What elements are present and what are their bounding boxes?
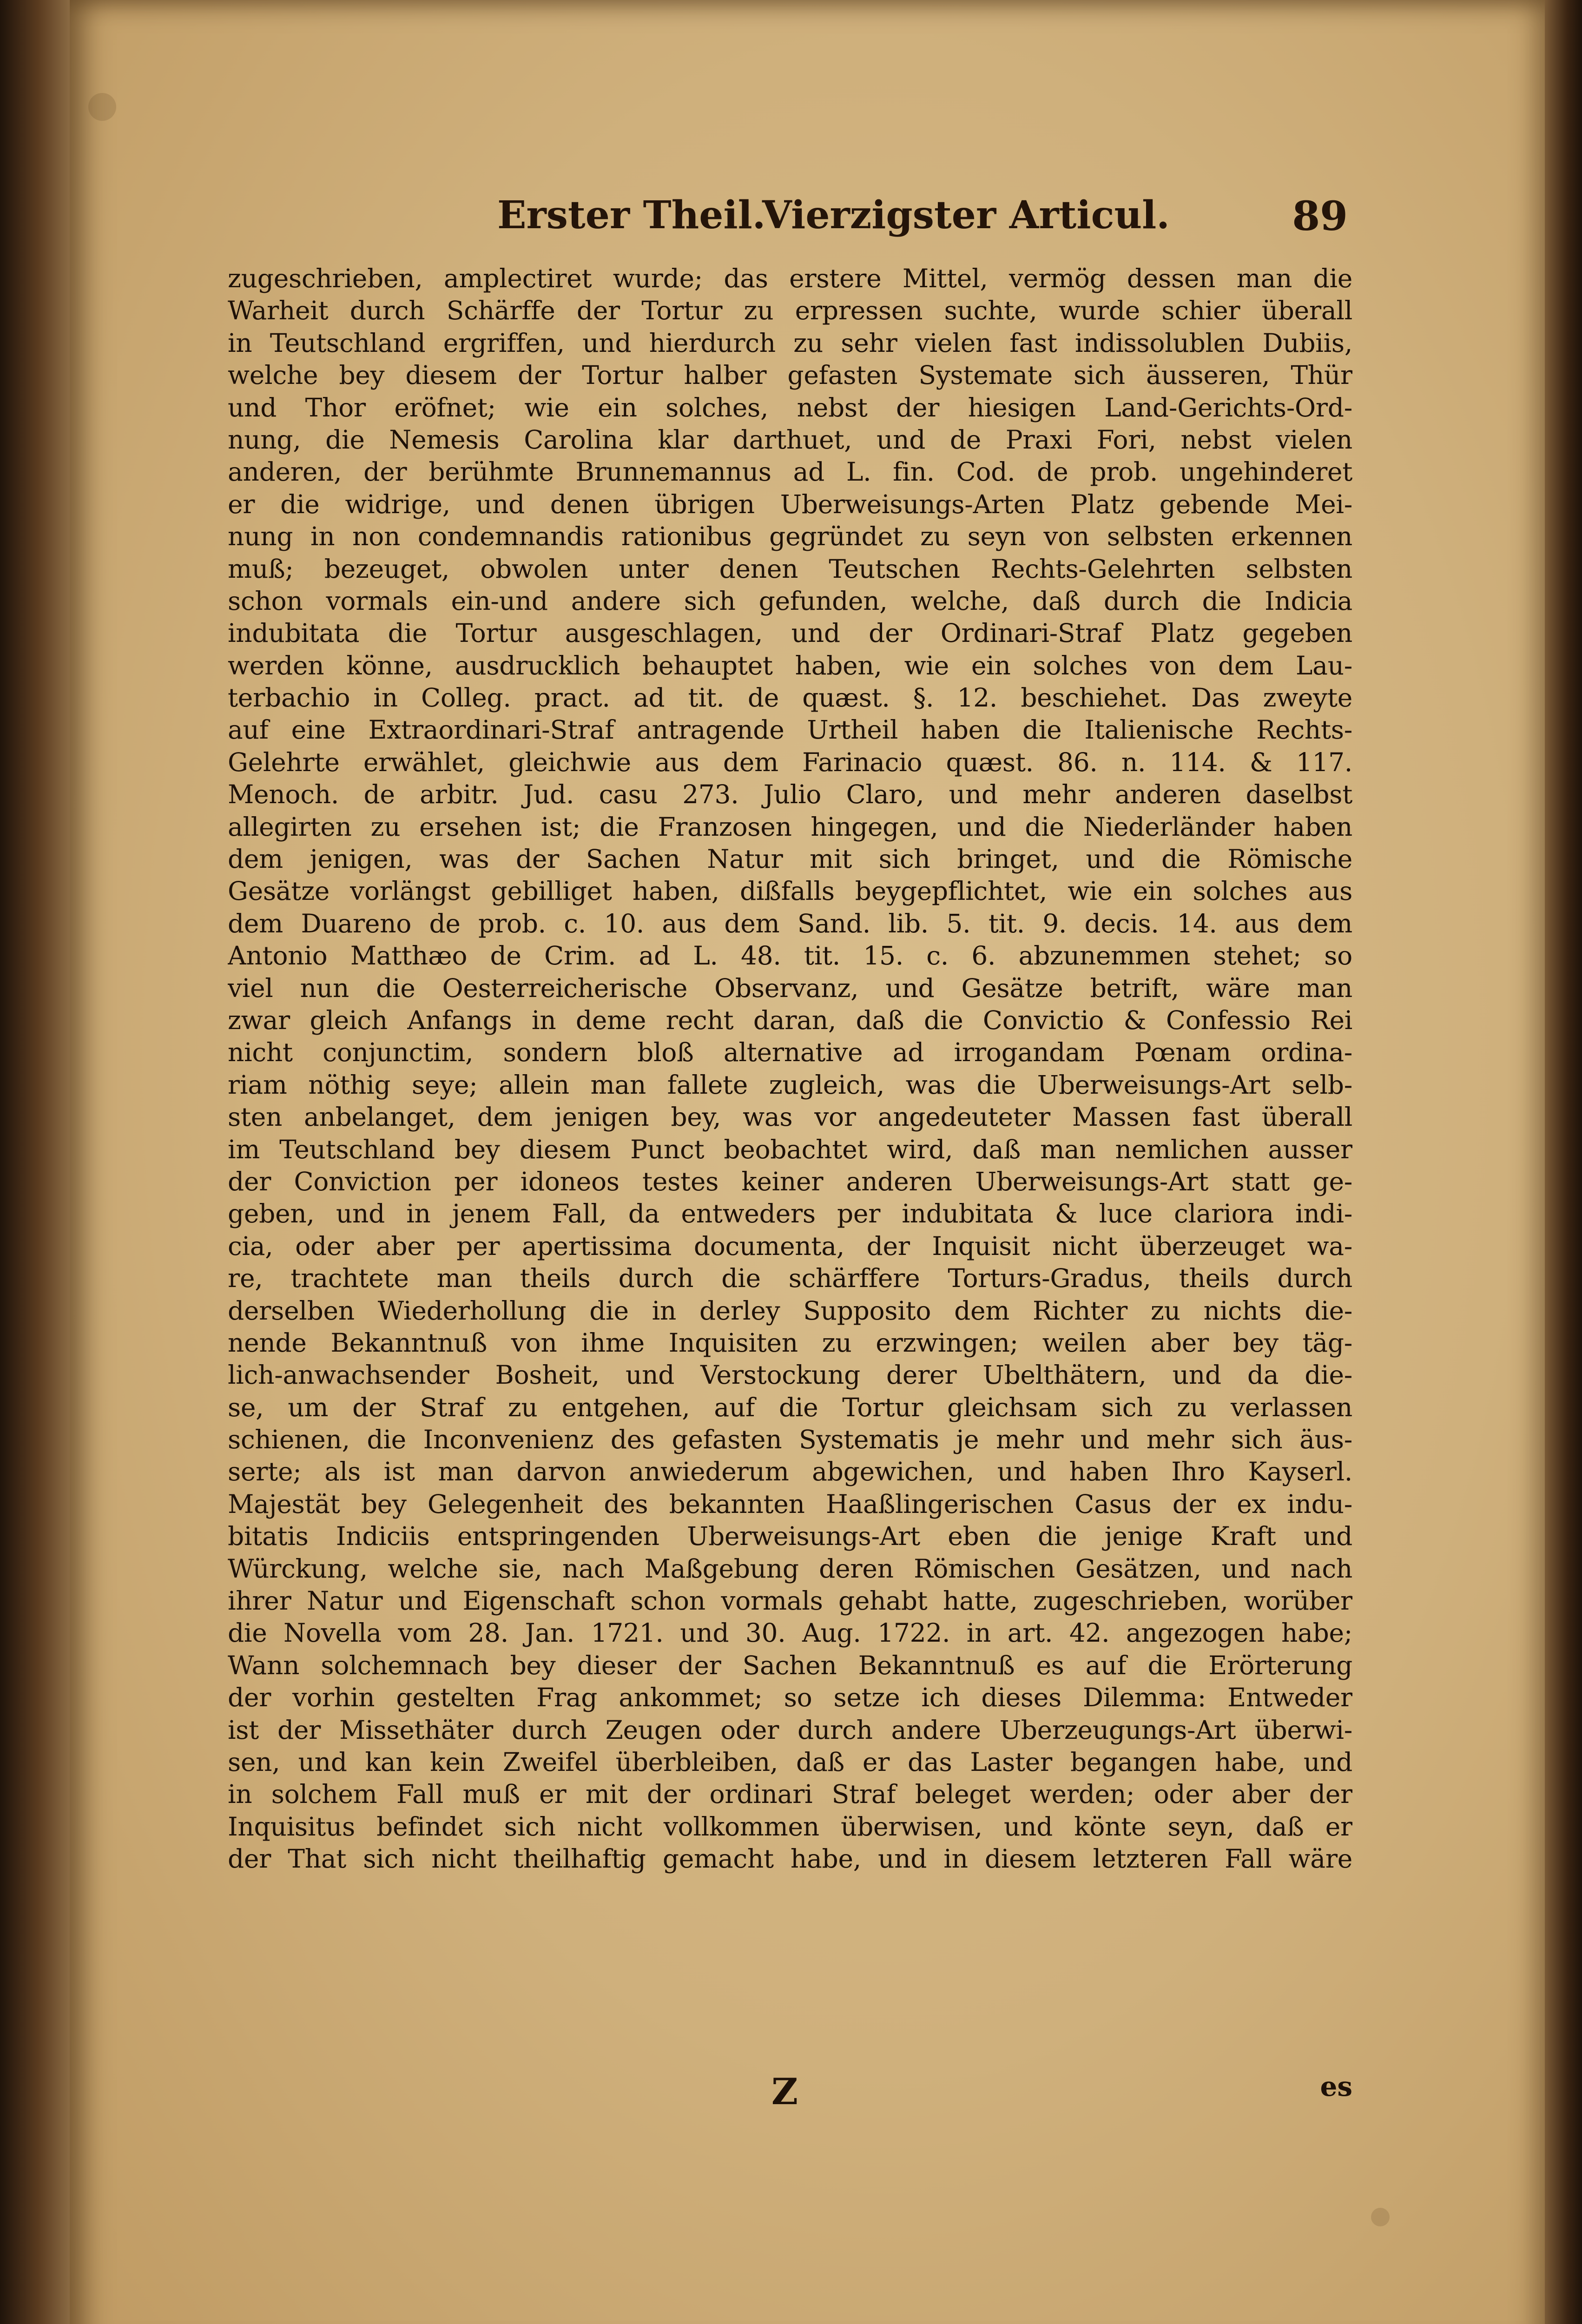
text-line: Gesätze vorlängst gebilliget haben, dißfalls beygepflichtet, wie ein solches aus xyxy=(228,876,1352,906)
text-line: sten anbelanget, dem jenigen bey, was vor angedeuteter Massen fast überall xyxy=(228,1102,1352,1132)
text-line: auf eine Extraordinari-Straf antragende Urtheil haben die Italienische Rechts- xyxy=(228,715,1352,745)
text-line: lich-anwachsender Bosheit, und Verstockung derer Ubelthätern, und da die- xyxy=(228,1360,1352,1390)
text-line: sen, und kan kein Zweifel überbleiben, daß er das Laster begangen habe, und xyxy=(228,1747,1352,1777)
text-line: Gelehrte erwählet, gleichwie aus dem Farinacio quæst. 86. n. 114. & 117. xyxy=(228,747,1352,777)
text-line: werden könne, ausdrucklich behauptet haben, wie ein solches von dem Lau- xyxy=(228,650,1352,680)
text-line: serte; als ist man darvon anwiederum abgewichen, und haben Ihro Kayserl. xyxy=(228,1457,1352,1487)
text-line: Würckung, welche sie, nach Maßgebung deren Römischen Gesätzen, und nach xyxy=(228,1553,1352,1584)
text-line: muß; bezeuget, obwolen unter denen Teutschen Rechts-Gelehrten selbsten xyxy=(228,554,1352,584)
page-number: 89 xyxy=(1292,193,1348,240)
text-line: im Teutschland bey diesem Punct beobachtet wird, daß man nemlichen ausser xyxy=(228,1134,1352,1164)
text-line: schon vormals ein-und andere sich gefunden, welche, daß durch die Indicia xyxy=(228,586,1352,616)
text-line: nung, die Nemesis Carolina klar darthuet, und de Praxi Fori, nebst vielen xyxy=(228,424,1352,455)
article-title: Vierzigster Articul. xyxy=(762,193,1170,238)
running-head xyxy=(395,193,1348,244)
text-line: in solchem Fall muß er mit der ordinari Straf beleget werden; oder aber der xyxy=(228,1779,1352,1809)
text-line: bitatis Indiciis entspringenden Uberweisungs-Art eben die jenige Kraft und xyxy=(228,1521,1352,1552)
text-line: der Conviction per idoneos testes keiner anderen Uberweisungs-Art statt ge- xyxy=(228,1166,1352,1196)
book-edge-right xyxy=(1545,0,1582,2324)
paper-stain xyxy=(1371,2208,1390,2226)
text-line: cia, oder aber per apertissima documenta, der Inquisit nicht überzeuget wa- xyxy=(228,1231,1352,1261)
text-line: nung in non condemnandis rationibus gegründet zu seyn von selbsten erkennen xyxy=(228,522,1352,552)
paper-stain xyxy=(88,93,116,121)
text-line: der That sich nicht theilhaftig gemacht habe, und in diesem letzteren Fall wäre xyxy=(228,1844,1352,1874)
text-line: in Teutschland ergriffen, und hierdurch zu sehr vielen fast indissolublen Dubiis, xyxy=(228,328,1352,358)
text-line: Majestät bey Gelegenheit des bekannten Haaßlingerischen Casus der ex indu- xyxy=(228,1489,1352,1519)
text-line: dem Duareno de prob. c. 10. aus dem Sand. lib. 5. tit. 9. decis. 14. aus dem xyxy=(228,908,1352,938)
body-text xyxy=(228,263,1352,1875)
text-line: nicht conjunctim, sondern bloß alternative ad irrogandam Pœnam ordina- xyxy=(228,1037,1352,1068)
text-line: geben, und in jenem Fall, da entweders per indubitata & luce clariora indi- xyxy=(228,1199,1352,1229)
text-line: ihrer Natur und Eigenschaft schon vormals gehabt hatte, zugeschrieben, worüber xyxy=(228,1586,1352,1616)
text-line: zugeschrieben, amplectiret wurde; das erstere Mittel, vermög dessen man die xyxy=(228,264,1352,293)
text-line: Warheit durch Schärffe der Tortur zu erpressen suchte, wurde schier überall xyxy=(228,296,1352,326)
text-line: anderen, der berühmte Brunnemannus ad L. fin. Cod. de prob. ungehinderet xyxy=(228,457,1352,487)
text-line: Menoch. de arbitr. Jud. casu 273. Julio Claro, und mehr anderen daselbst xyxy=(228,779,1352,810)
text-line: allegirten zu ersehen ist; die Franzosen hingegen, und die Niederländer haben xyxy=(228,812,1352,842)
text-line: indubitata die Tortur ausgeschlagen, und der Ordinari-Straf Platz gegeben xyxy=(228,618,1352,648)
text-line: und Thor eröfnet; wie ein solches, nebst der hiesigen Land-Gerichts-Ord- xyxy=(228,392,1352,423)
text-line: nende Bekanntnuß von ihme Inquisiten zu erzwingen; weilen aber bey täg- xyxy=(228,1327,1352,1358)
text-line: viel nun die Oesterreicherische Observanz, und Gesätze betrift, wäre man xyxy=(228,973,1352,1003)
book-edge-left xyxy=(0,0,70,2324)
text-line: Antonio Matthæo de Crim. ad L. 48. tit. 15. c. 6. abzunemmen stehet; so xyxy=(228,941,1352,971)
text-line: se, um der Straf zu entgehen, auf die Tortur gleichsam sich zu verlassen xyxy=(228,1392,1352,1422)
text-line: derselben Wiederhollung die in derley Supposito dem Richter zu nichts die- xyxy=(228,1295,1352,1326)
text-line: dem jenigen, was der Sachen Natur mit sich bringet, und die Römische xyxy=(228,844,1352,874)
signature-mark: Z xyxy=(771,2071,798,2113)
text-line: schienen, die Inconvenienz des gefasten Systematis je mehr und mehr sich äus- xyxy=(228,1425,1352,1455)
text-line: Wann solchemnach bey dieser der Sachen Bekanntnuß es auf die Erörterung xyxy=(228,1650,1352,1680)
text-line: Inquisitus befindet sich nicht vollkommen überwisen, und könte seyn, daß er xyxy=(228,1811,1352,1842)
text-line: terbachio in Colleg. pract. ad tit. de quæst. §. 12. beschiehet. Das zweyte xyxy=(228,683,1352,713)
part-title: Erster Theil. xyxy=(497,193,766,238)
catchword: es xyxy=(1320,2071,1352,2102)
text-line: er die widrige, und denen übrigen Uberweisungs-Arten Platz gebende Mei- xyxy=(228,489,1352,519)
text-line: der vorhin gestelten Frag ankommet; so setze ich dieses Dilemma: Entweder xyxy=(228,1683,1352,1713)
text-line: welche bey diesem der Tortur halber gefasten Systemate sich äusseren, Thür xyxy=(228,360,1352,390)
text-line: zwar gleich Anfangs in deme recht daran, daß die Convictio & Confessio Rei xyxy=(228,1005,1352,1035)
text-line: die Novella vom 28. Jan. 1721. und 30. Aug. 1722. in art. 42. angezogen habe; xyxy=(228,1618,1352,1648)
text-line: re, trachtete man theils durch die schärffere Torturs-Gradus, theils durch xyxy=(228,1263,1352,1294)
page-footer xyxy=(228,2071,1352,2113)
text-line: riam nöthig seye; allein man fallete zugleich, was die Uberweisungs-Art selb- xyxy=(228,1070,1352,1100)
text-line: ist der Missethäter durch Zeugen oder durch andere Uberzeugungs-Art überwi- xyxy=(228,1715,1352,1745)
